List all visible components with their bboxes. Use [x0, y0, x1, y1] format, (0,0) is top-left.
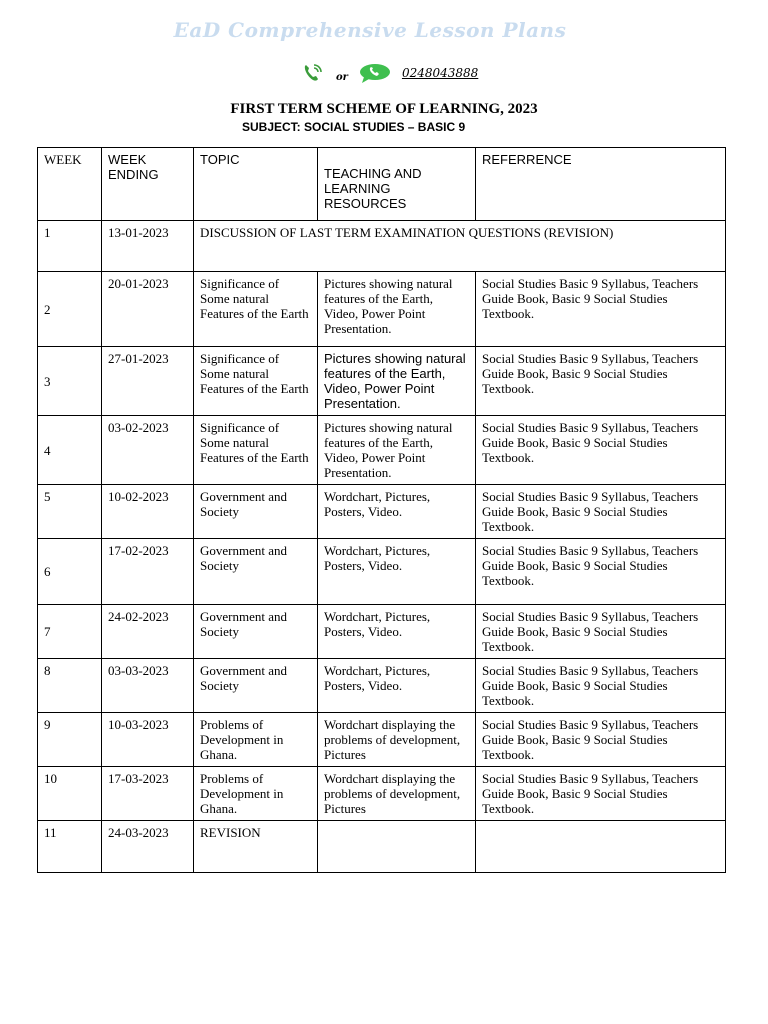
week-ending-date: 03-02-2023	[102, 416, 194, 485]
row-topic: Significance of Some natural Features of the Earth	[194, 347, 318, 416]
row-reference: Social Studies Basic 9 Syllabus, Teachers Guide Book, Basic 9 Social Studies Textbook.	[476, 272, 726, 347]
phone-number[interactable]: 0248043888	[401, 66, 479, 80]
row-resources: Wordchart, Pictures, Posters, Video.	[318, 539, 476, 605]
table-row	[38, 605, 726, 659]
or-text: or	[336, 71, 348, 83]
week-ending-date: 10-02-2023	[102, 485, 194, 539]
week-number: 3	[38, 347, 102, 416]
row-topic: Significance of Some natural Features of the Earth	[194, 272, 318, 347]
table-header-row	[38, 148, 726, 221]
row-resources: Wordchart, Pictures, Posters, Video.	[318, 659, 476, 713]
row-reference: Social Studies Basic 9 Syllabus, Teachers Guide Book, Basic 9 Social Studies Textbook.	[476, 659, 726, 713]
week-number: 10	[38, 767, 102, 821]
row-topic: Government and Society	[194, 539, 318, 605]
table-row	[38, 821, 726, 873]
week-ending-date: 03-03-2023	[102, 659, 194, 713]
row-resources: Wordchart, Pictures, Posters, Video.	[318, 485, 476, 539]
row-reference: Social Studies Basic 9 Syllabus, Teachers Guide Book, Basic 9 Social Studies Textbook.	[476, 416, 726, 485]
week-ending-date: 17-03-2023	[102, 767, 194, 821]
row-reference: Social Studies Basic 9 Syllabus, Teachers Guide Book, Basic 9 Social Studies Textbook.	[476, 347, 726, 416]
row-topic: Government and Society	[194, 485, 318, 539]
row-resources: Wordchart, Pictures, Posters, Video.	[318, 605, 476, 659]
whatsapp-icon	[358, 62, 392, 84]
subject-title: SUBJECT: SOCIAL STUDIES – BASIC 9	[242, 120, 466, 134]
row-topic: REVISION	[194, 821, 318, 873]
row-reference: Social Studies Basic 9 Syllabus, Teachers Guide Book, Basic 9 Social Studies Textbook.	[476, 605, 726, 659]
header-week-ending: WEEK ENDING	[102, 148, 194, 221]
week-ending-date: 17-02-2023	[102, 539, 194, 605]
week-number: 1	[38, 221, 102, 272]
table-row	[38, 221, 726, 272]
scheme-table	[37, 147, 726, 873]
week-number: 2	[38, 272, 102, 347]
row-resources	[318, 821, 476, 873]
table-row	[38, 416, 726, 485]
row-topic: Problems of Development in Ghana.	[194, 713, 318, 767]
row-reference: Social Studies Basic 9 Syllabus, Teachers Guide Book, Basic 9 Social Studies Textbook.	[476, 485, 726, 539]
table-row	[38, 347, 726, 416]
row-topic: Government and Society	[194, 605, 318, 659]
week-ending-date: 24-02-2023	[102, 605, 194, 659]
week-number: 8	[38, 659, 102, 713]
week-number: 9	[38, 713, 102, 767]
row-topic: Government and Society	[194, 659, 318, 713]
week-number: 5	[38, 485, 102, 539]
week-ending-date: 24-03-2023	[102, 821, 194, 873]
row-reference: Social Studies Basic 9 Syllabus, Teachers Guide Book, Basic 9 Social Studies Textbook.	[476, 767, 726, 821]
header-topic: TOPIC	[194, 148, 318, 221]
table-row	[38, 539, 726, 605]
row-resources: Pictures showing natural features of the Earth, Video, Power Point Presentation.	[318, 416, 476, 485]
table-row	[38, 713, 726, 767]
row-reference: Social Studies Basic 9 Syllabus, Teachers Guide Book, Basic 9 Social Studies Textbook.	[476, 713, 726, 767]
header-week: WEEK	[38, 148, 102, 221]
week-ending-date: 27-01-2023	[102, 347, 194, 416]
week-number: 6	[38, 539, 102, 605]
row-reference: Social Studies Basic 9 Syllabus, Teachers Guide Book, Basic 9 Social Studies Textbook.	[476, 539, 726, 605]
week-ending-date: 20-01-2023	[102, 272, 194, 347]
row-resources: Pictures showing natural features of the Earth, Video, Power Point Presentation.	[318, 272, 476, 347]
row-reference	[476, 821, 726, 873]
header-resources: TEACHING AND LEARNING RESOURCES	[318, 148, 476, 221]
week-ending-date: 13-01-2023	[102, 221, 194, 272]
row-topic: Problems of Development in Ghana.	[194, 767, 318, 821]
header-reference: REFERRENCE	[476, 148, 726, 221]
week-number: 7	[38, 605, 102, 659]
table-row	[38, 272, 726, 347]
week-number: 11	[38, 821, 102, 873]
row-topic: Significance of Some natural Features of the Earth	[194, 416, 318, 485]
brand-watermark: EaD Comprehensive Lesson Plans	[173, 18, 567, 42]
row-resources: Wordchart displaying the problems of development, Pictures	[318, 767, 476, 821]
row-topic-merged: DISCUSSION OF LAST TERM EXAMINATION QUESTIONS (REVISION)	[194, 221, 726, 272]
week-number: 4	[38, 416, 102, 485]
table-row	[38, 659, 726, 713]
contact-line	[300, 58, 478, 88]
page-title: FIRST TERM SCHEME OF LEARNING, 2023	[230, 101, 538, 117]
row-resources: Wordchart displaying the problems of development, Pictures	[318, 713, 476, 767]
table-row	[38, 485, 726, 539]
week-ending-date: 10-03-2023	[102, 713, 194, 767]
table-row	[38, 767, 726, 821]
row-resources: Pictures showing natural features of the Earth, Video, Power Point Presentation.	[318, 347, 476, 416]
phone-icon	[300, 60, 326, 86]
